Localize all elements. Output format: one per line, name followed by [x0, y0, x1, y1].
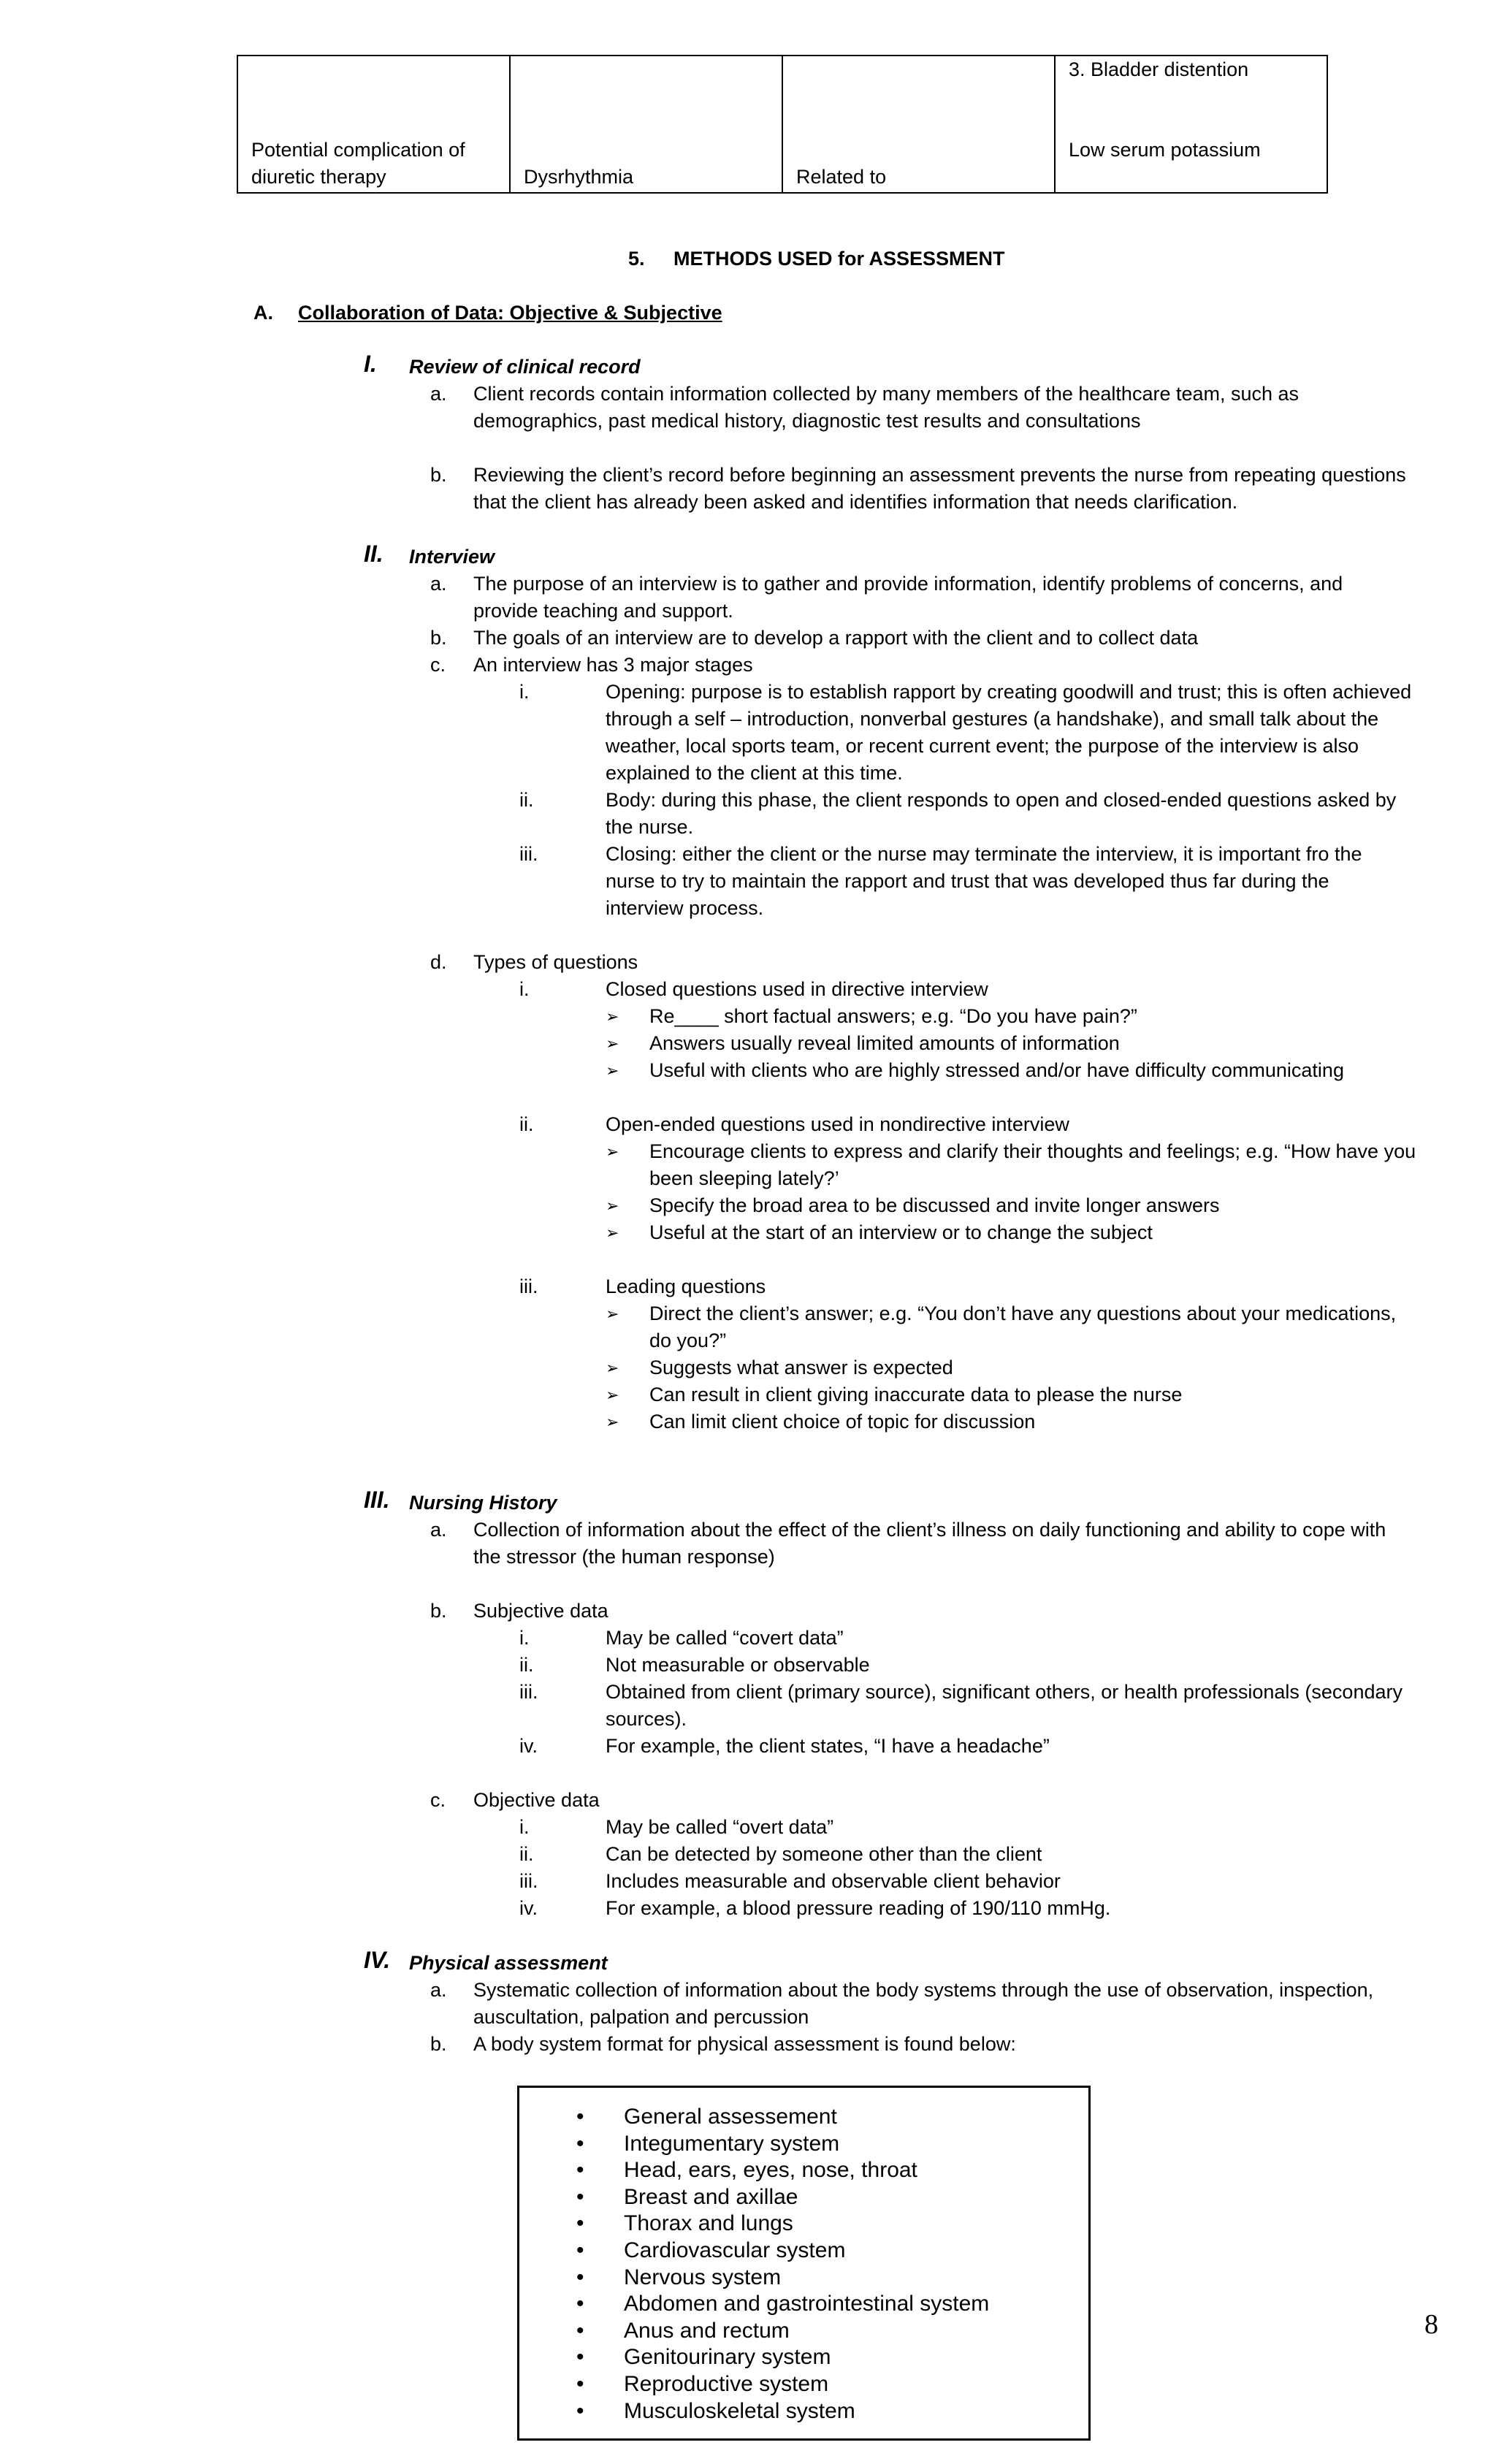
leading-item: Can limit client choice of topic for discussion [649, 1411, 1036, 1433]
open-item: Useful at the start of an interview or to change the subject [649, 1221, 1153, 1243]
body-system-item: Head, ears, eyes, nose, throat [624, 2158, 917, 2183]
review-heading: Review of clinical record [409, 356, 641, 378]
closed-item: Useful with clients who are highly stressed and/or have difficulty communicating [649, 1059, 1344, 1081]
review-b-line2: that the client has already been asked and identifies information that needs clarification. [473, 491, 1238, 513]
stage-number: i. [519, 681, 530, 703]
stage-number: ii. [519, 789, 534, 811]
review-b-label: b. [430, 464, 447, 486]
body-system-item: Integumentary system [624, 2131, 840, 2156]
objective-line: Includes measurable and observable client behavior [606, 1870, 1061, 1892]
interview-a-line2: provide teaching and support. [473, 600, 733, 622]
interview-a-line1: The purpose of an interview is to gather and provide information, identify problems of concerns, and [473, 573, 1343, 595]
bullet-icon: • [576, 2265, 584, 2289]
interview-d-text: Types of questions [473, 951, 638, 973]
body-system-item: Musculoskeletal system [624, 2398, 855, 2423]
stage-line: Body: during this phase, the client responds to open and closed-ended questions asked by [606, 789, 1397, 811]
subjective-number: iii. [519, 1681, 538, 1703]
body-system-item: Reproductive system [624, 2372, 829, 2396]
physical-b-text: A body system format for physical assessment is found below: [473, 2033, 1016, 2055]
open-number: ii. [519, 1113, 534, 1135]
arrow-bullet-icon: ➢ [606, 1305, 619, 1323]
closed-item: Answers usually reveal limited amounts of information [649, 1032, 1120, 1054]
interview-d-label: d. [430, 951, 447, 973]
table-cell-problem [237, 56, 510, 193]
arrow-bullet-icon: ➢ [606, 1034, 619, 1053]
arrow-bullet-icon: ➢ [606, 1386, 619, 1404]
physical-a-line2: auscultation, palpation and percussion [473, 2006, 809, 2028]
bullet-icon: • [576, 2184, 584, 2209]
bullet-icon: • [576, 2105, 584, 2129]
bullet-icon: • [576, 2211, 584, 2236]
subsection-letter: A. [253, 302, 273, 324]
body-system-item: Abdomen and gastrointestinal system [624, 2292, 990, 2316]
review-a-line1: Client records contain information collected by many members of the healthcare team, such as [473, 383, 1300, 405]
physical-b-label: b. [430, 2033, 447, 2055]
table-cell-factors [1055, 56, 1327, 193]
page-number: 8 [1424, 2309, 1438, 2340]
interview-c-text: An interview has 3 major stages [473, 654, 753, 676]
objective-number: iv. [519, 1897, 538, 1919]
objective-line: May be called “overt data” [606, 1816, 834, 1838]
subsection-title: Collaboration of Data: Objective & Subjective [298, 302, 722, 324]
open-title: Open-ended questions used in nondirective interview [606, 1113, 1069, 1135]
leading-number: iii. [519, 1275, 538, 1297]
cell-problem-line2: diuretic therapy [251, 166, 386, 188]
cell-related-text: Related to [796, 166, 887, 188]
subjective-line: For example, the client states, “I have a headache” [606, 1735, 1050, 1757]
history-c-label: c. [430, 1789, 446, 1811]
interview-heading: Interview [409, 546, 495, 568]
body-system-item: Thorax and lungs [624, 2211, 793, 2236]
stage-line: Closing: either the client or the nurse may terminate the interview, it is important fro the [606, 843, 1362, 865]
objective-line: Can be detected by someone other than the client [606, 1843, 1042, 1865]
subjective-line: Obtained from client (primary source), significant others, or health professionals (secondary [606, 1681, 1402, 1703]
stage-line: interview process. [606, 897, 764, 919]
leading-title: Leading questions [606, 1275, 766, 1297]
history-numeral: III. [364, 1487, 390, 1513]
arrow-bullet-icon: ➢ [606, 1197, 619, 1215]
diagnosis-table [237, 55, 1328, 194]
history-b-label: b. [430, 1600, 447, 1622]
physical-a-label: a. [430, 1979, 447, 2001]
subjective-line: Not measurable or observable [606, 1654, 870, 1676]
history-c-text: Objective data [473, 1789, 600, 1811]
open-item: Specify the broad area to be discussed and invite longer answers [649, 1194, 1220, 1216]
closed-number: i. [519, 978, 530, 1000]
leading-item: Can result in client giving inaccurate data to please the nurse [649, 1384, 1183, 1405]
arrow-bullet-icon: ➢ [606, 1007, 619, 1026]
section-number: 5. [628, 248, 645, 270]
history-a-label: a. [430, 1519, 447, 1541]
subjective-line: May be called “covert data” [606, 1627, 844, 1649]
bullet-icon: • [576, 2398, 584, 2423]
stage-line: explained to the client at this time. [606, 762, 903, 784]
table-cell-diagnosis [510, 56, 782, 193]
bullet-icon: • [576, 2318, 584, 2343]
leading-item-line: Direct the client’s answer; e.g. “You don’t have any questions about your medications, [649, 1302, 1397, 1324]
arrow-bullet-icon: ➢ [606, 1061, 619, 1080]
body-system-item: Anus and rectum [624, 2318, 790, 2343]
interview-a-label: a. [430, 573, 447, 595]
stage-line: through a self – introduction, nonverbal gestures (a handshake), and small talk about the [606, 708, 1379, 730]
bullet-icon: • [576, 2238, 584, 2262]
physical-a-line1: Systematic collection of information about the body systems through the use of observation, inspection, [473, 1979, 1374, 2001]
stage-line: the nurse. [606, 816, 694, 838]
closed-title: Closed questions used in directive interview [606, 978, 988, 1000]
bullet-icon: • [576, 2158, 584, 2183]
stage-line: Opening: purpose is to establish rapport by creating goodwill and trust; this is often achieved [606, 681, 1412, 703]
subjective-number: i. [519, 1627, 530, 1649]
subjective-number: ii. [519, 1654, 534, 1676]
history-a-line1: Collection of information about the effect of the client’s illness on daily functioning and ability to cope with [473, 1519, 1386, 1541]
cell-factor-1: 3. Bladder distention [1069, 58, 1249, 80]
body-system-item: Genitourinary system [624, 2345, 831, 2370]
bullet-icon: • [576, 2345, 584, 2370]
objective-number: ii. [519, 1843, 534, 1865]
interview-b-label: b. [430, 627, 447, 649]
interview-b-text: The goals of an interview are to develop a rapport with the client and to collect data [473, 627, 1199, 649]
arrow-bullet-icon: ➢ [606, 1359, 619, 1377]
leading-item-line: do you?” [649, 1330, 727, 1351]
cell-factor-2: Low serum potassium [1069, 139, 1261, 161]
arrow-bullet-icon: ➢ [606, 1413, 619, 1431]
cell-diagnosis-text: Dysrhythmia [524, 166, 634, 188]
review-b-line1: Reviewing the client’s record before beginning an assessment prevents the nurse from repeating questions [473, 464, 1406, 486]
stage-line: nurse to try to maintain the rapport and trust that was developed thus far during the [606, 870, 1329, 892]
body-system-item: General assessement [624, 2105, 837, 2129]
review-a-line2: demographics, past medical history, diagnostic test results and consultations [473, 410, 1141, 432]
cell-problem-line1: Potential complication of [251, 139, 465, 161]
leading-item: Suggests what answer is expected [649, 1357, 953, 1378]
objective-number: iii. [519, 1870, 538, 1892]
physical-heading: Physical assessment [409, 1952, 608, 1974]
physical-numeral: IV. [364, 1947, 391, 1973]
arrow-bullet-icon: ➢ [606, 1224, 619, 1242]
review-a-label: a. [430, 383, 447, 405]
open-item-line: been sleeping lately?’ [649, 1167, 839, 1189]
closed-item: Re____ short factual answers; e.g. “Do you have pain?” [649, 1005, 1137, 1027]
bullet-icon: • [576, 2372, 584, 2396]
section-title: METHODS USED for ASSESSMENT [673, 248, 1005, 270]
history-heading: Nursing History [409, 1492, 557, 1514]
body-system-item: Cardiovascular system [624, 2238, 846, 2262]
stage-line: weather, local sports team, or recent current event; the purpose of the interview is also [606, 735, 1359, 757]
objective-number: i. [519, 1816, 530, 1838]
subjective-number: iv. [519, 1735, 538, 1757]
history-b-text: Subjective data [473, 1600, 608, 1622]
stage-number: iii. [519, 843, 538, 865]
review-numeral: I. [364, 351, 377, 377]
bullet-icon: • [576, 2131, 584, 2156]
table-row [237, 56, 1327, 193]
body-system-item: Nervous system [624, 2265, 782, 2289]
interview-c-label: c. [430, 654, 446, 676]
subjective-line: sources). [606, 1708, 687, 1730]
table-cell-related [782, 56, 1055, 193]
body-system-item: Breast and axillae [624, 2184, 798, 2209]
arrow-bullet-icon: ➢ [606, 1143, 619, 1161]
open-item-line: Encourage clients to express and clarify their thoughts and feelings; e.g. “How have you [649, 1140, 1416, 1162]
bullet-icon: • [576, 2292, 584, 2316]
history-a-line2: the stressor (the human response) [473, 1546, 775, 1568]
objective-line: For example, a blood pressure reading of 190/110 mmHg. [606, 1897, 1111, 1919]
interview-numeral: II. [364, 541, 383, 567]
